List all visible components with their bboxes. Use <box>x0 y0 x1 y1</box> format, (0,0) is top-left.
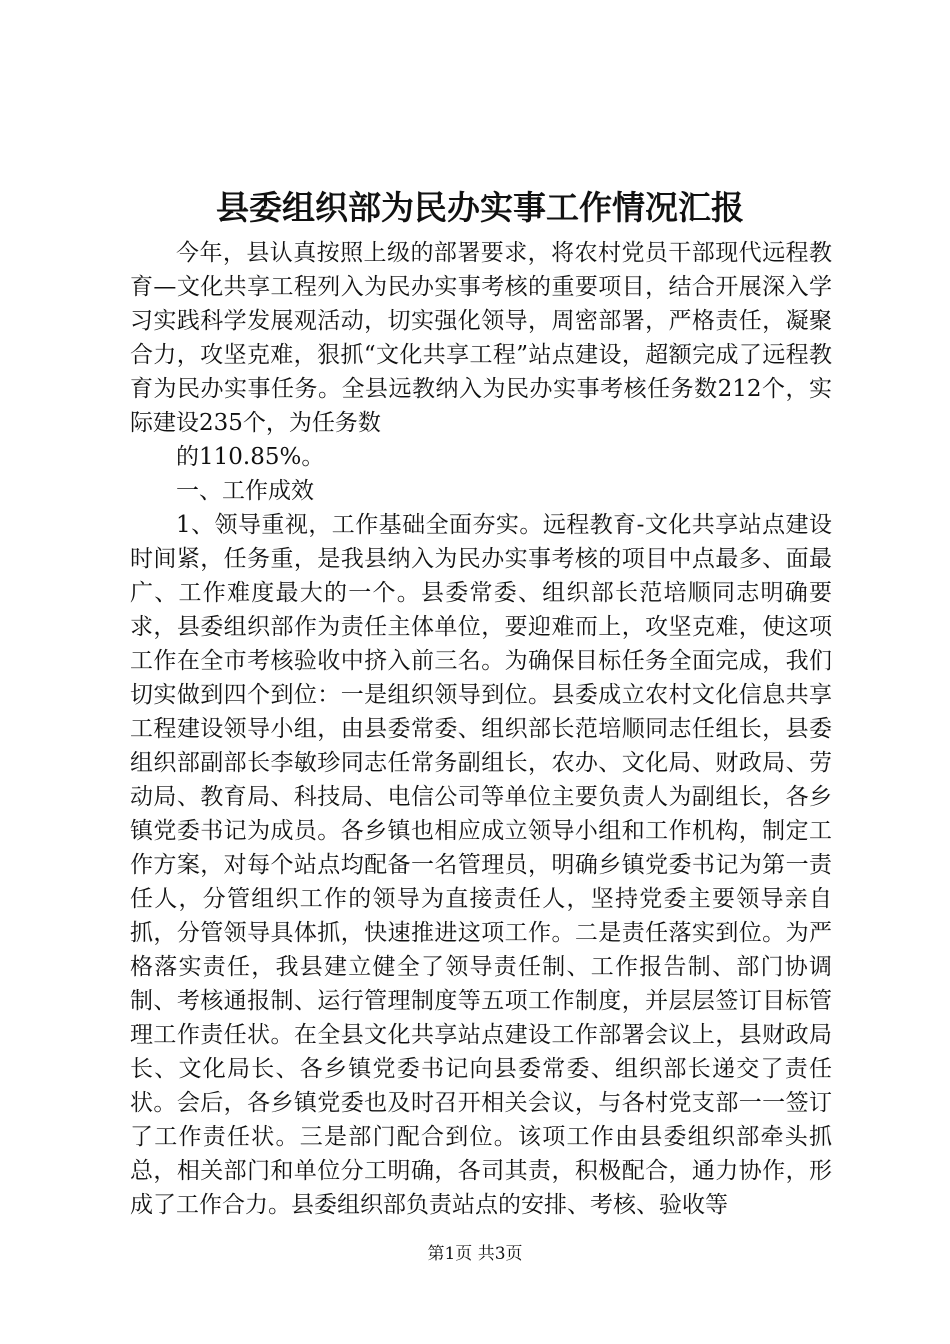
item-paragraph: 1、领导重视，工作基础全面夯实。远程教育-文化共享站点建设时间紧，任务重，是我县纳入为民办实事考核的项目中点最多、面最广、工作难度最大的一个。县委常委、组织部长范培顺同志明确要求，县委组织部作为责任主体单位，要迎难而上，攻坚克难，使这项工作在全市考核验收中挤入前三名。为确保目标任务全面完成，我们切实做到四个到位：一是组织领导到位。县委成立农村文化信息共享工程建设领导小组，由县委常委、组织部长范培顺同志任组长，县委组织部副部长李敏珍同志任常务副组长，农办、文化局、财政局、劳动局、教育局、科技局、电信公司等单位主要负责人为副组长，各乡镇党委书记为成员。各乡镇也相应成立领导小组和工作机构，制定工作方案，对每个站点均配备一名管理员，明确乡镇党委书记为第一责任人，分管组织工作的领导为直接责任人，坚持党委主要领导亲自抓，分管领导具体抓，快速推进这项工作。二是责任落实到位。为严格落实责任，我县建立健全了领导责任制、工作报告制、部门协调制、考核通报制、运行管理制度等五项工作制度，并层层签订目标管理工作责任状。在全县文化共享站点建设工作部署会议上，县财政局长、文化局长、各乡镇党委书记向县委常委、组织部长递交了责任状。会后，各乡镇党委也及时召开相关会议，与各村党支部一一签订了工作责任状。三是部门配合到位。该项工作由县委组织部牵头抓总，相关部门和单位分工明确，各司其责，积极配合，通力协作，形成了工作合力。县委组织部负责站点的安排、考核、验收等 <box>130 512 832 1218</box>
document-body <box>130 236 832 1222</box>
document-title: 县委组织部为民办实事工作情况汇报 <box>216 188 744 227</box>
intro-continuation: 的110.85%。 <box>176 444 325 470</box>
intro-paragraph: 今年，县认真按照上级的部署要求，将农村党员干部现代远程教育—文化共享工程列入为民办实事考核的重要项目，结合开展深入学习实践科学发展观活动，切实强化领导，周密部署，严格责任，凝聚合力，攻坚克难，狠抓“文化共享工程”站点建设，超额完成了远程教育为民办实事任务。全县远教纳入为民办实事考核任务数212个，实际建设235个，为任务数 <box>130 240 832 436</box>
section-heading: 一、工作成效 <box>176 478 314 504</box>
page-footer: 第1页 共3页 <box>427 1244 523 1264</box>
